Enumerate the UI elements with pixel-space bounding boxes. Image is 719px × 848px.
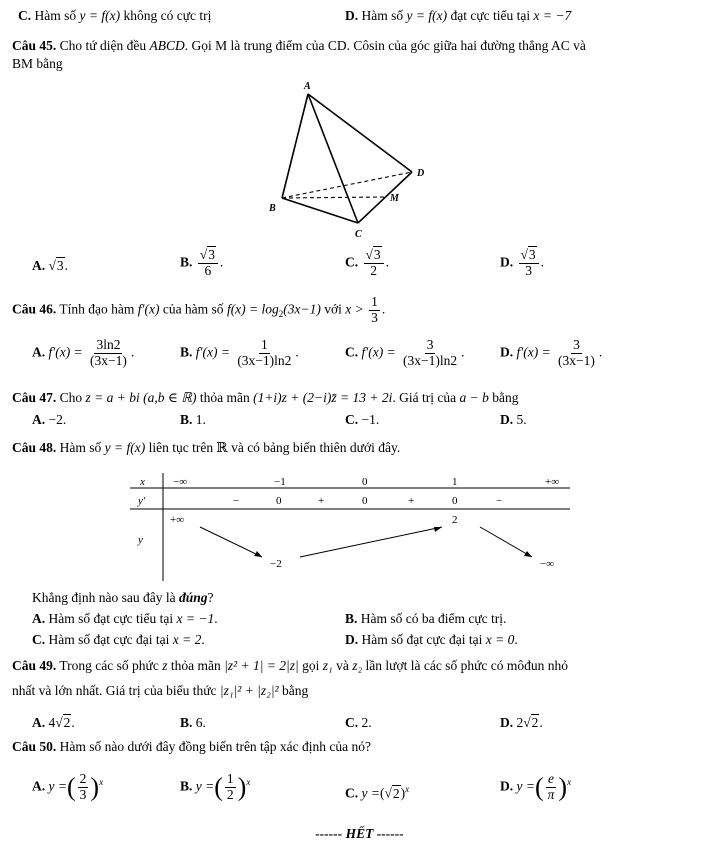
q48-question: Câu 48. Hàm số y = f(x) liên tục trên ℝ và có bảng biến thiên dưới đây. [12,440,401,455]
tetrahedron-figure [260,80,440,240]
q45-question-line2: BM bằng [12,56,63,71]
end-marker: ------ HẾT ------ [315,826,404,841]
q49-option-b: B. 6. [180,715,206,730]
table-yp-val-6: − [496,495,503,507]
q48-option-a: A. Hàm số đạt cực tiểu tại x = −1. [32,611,218,626]
table-x-val-4: +∞ [545,476,560,488]
point-m-label: M [390,193,399,204]
q47-option-b: B. 1. [180,412,206,427]
table-yp-val-4: + [408,495,415,507]
table-yp-val-3: 0 [362,495,368,507]
q46-option-b: B. f′(x) = $\frac{1}{(3x-1)\ln 2}$ . [180,337,299,368]
variation-table [130,473,575,583]
q44-option-c: C. Hàm số y = f(x) không có cực trị [18,8,212,23]
table-x-label: x [140,476,145,488]
table-yp-val-0: − [233,495,240,507]
table-x-val-2: 0 [362,476,368,488]
table-x-val-3: 1 [452,476,458,488]
q45-option-d: D. $\frac{√3}{3}$ . [500,247,545,278]
vertex-d-label: D [417,168,425,179]
table-x-val-0: −∞ [173,476,188,488]
q46-option-d: D. f′(x) = $\frac{3}{(3x-1)}$ . [500,337,603,368]
table-y-val-1: −2 [270,558,282,570]
q49-question-line2: nhất và lớn nhất. Giá trị của biểu thức |z₁|² + |z₂|² bằng [12,683,309,698]
q47-option-d: D. 5. [500,412,527,427]
q46-question: Câu 46. Tính đạo hàm f′(x) của hàm số $f(x) = \log_2(3x-1)$ với x > $\frac{1}{3}$ . [12,294,386,325]
q45-question-line1: Câu 45. Cho tứ diện đều ABCD. Gọi M là trung điểm của CD. Côsin của góc giữa hai đường thẳng AC và [12,38,586,53]
q46-option-c: C. f′(x) = $\frac{3}{(3x-1)\ln 2}$ . [345,337,465,368]
table-yp-label: y′ [138,495,146,507]
vertex-c-label: C [355,229,362,240]
table-yp-val-5: 0 [452,495,458,507]
q50-option-a: A. y =( $\frac{2}{3}$ )$^x$ [32,771,104,802]
arrow-down-2 [480,527,532,557]
vertex-a-label: A [304,81,311,92]
arrow-down-1 [200,527,262,557]
q48-option-d: D. Hàm số đạt cực đại tại x = 0. [345,632,518,647]
table-y-val-0: +∞ [170,514,185,526]
table-y-label: y [138,534,143,546]
q50-option-b: B. y =( $\frac{1}{2}$ )$^x$ [180,771,251,802]
arrow-up [300,527,442,557]
edge-ab [282,94,308,198]
segment-bm [282,197,385,198]
table-x-val-1: −1 [274,476,286,488]
q49-option-a: A. 4√2. [32,715,75,730]
q47-option-c: C. −1. [345,412,380,427]
table-yp-val-1: 0 [276,495,282,507]
q48-prompt: Khẳng định nào sau đây là đúng? [32,590,214,605]
q50-option-d: D. y =( $\frac{e}{\pi}$ )$^x$ [500,771,572,802]
table-y-val-2: 2 [452,514,458,526]
q44-option-d: D. Hàm số y = f(x) đạt cực tiểu tại x = −7 [345,8,572,23]
q45-option-b: B. $\frac{√3}{6}$ . [180,247,224,278]
q45-option-c: C. $\frac{√3}{2}$ . [345,247,390,278]
q50-option-c: C. $y =(√2)^x$ [345,784,410,801]
q49-option-d: D. 2√2. [500,715,543,730]
vertex-b-label: B [269,203,276,214]
q48-option-c: C. Hàm số đạt cực đại tại x = 2. [32,632,205,647]
q49-question-line1: Câu 49. Trong các số phức z thỏa mãn |z² + 1| = 2|z| gọi z₁ và z₂ lần lượt là các số phức có môđun nhỏ [12,658,568,673]
table-yp-val-2: + [318,495,325,507]
q46-option-a: A. f′(x) = $\frac{3\ln 2}{(3x-1)}$ . [32,337,135,368]
q47-question: Câu 47. Cho z = a + bi (a,b ∈ ℝ) thỏa mãn (1+i)z + (2−i)z̄ = 13 + 2i. Giá trị của a − b bằng [12,390,519,405]
q50-question: Câu 50. Hàm số nào dưới đây đồng biến trên tập xác định của nó? [12,739,372,754]
q49-option-c: C. 2. [345,715,372,730]
table-y-val-3: −∞ [540,558,555,570]
q45-option-a: A. √3. [32,258,69,273]
edge-bc [282,198,358,223]
q47-option-a: A. −2. [32,412,67,427]
q48-option-b: B. Hàm số có ba điểm cực trị. [345,611,507,626]
